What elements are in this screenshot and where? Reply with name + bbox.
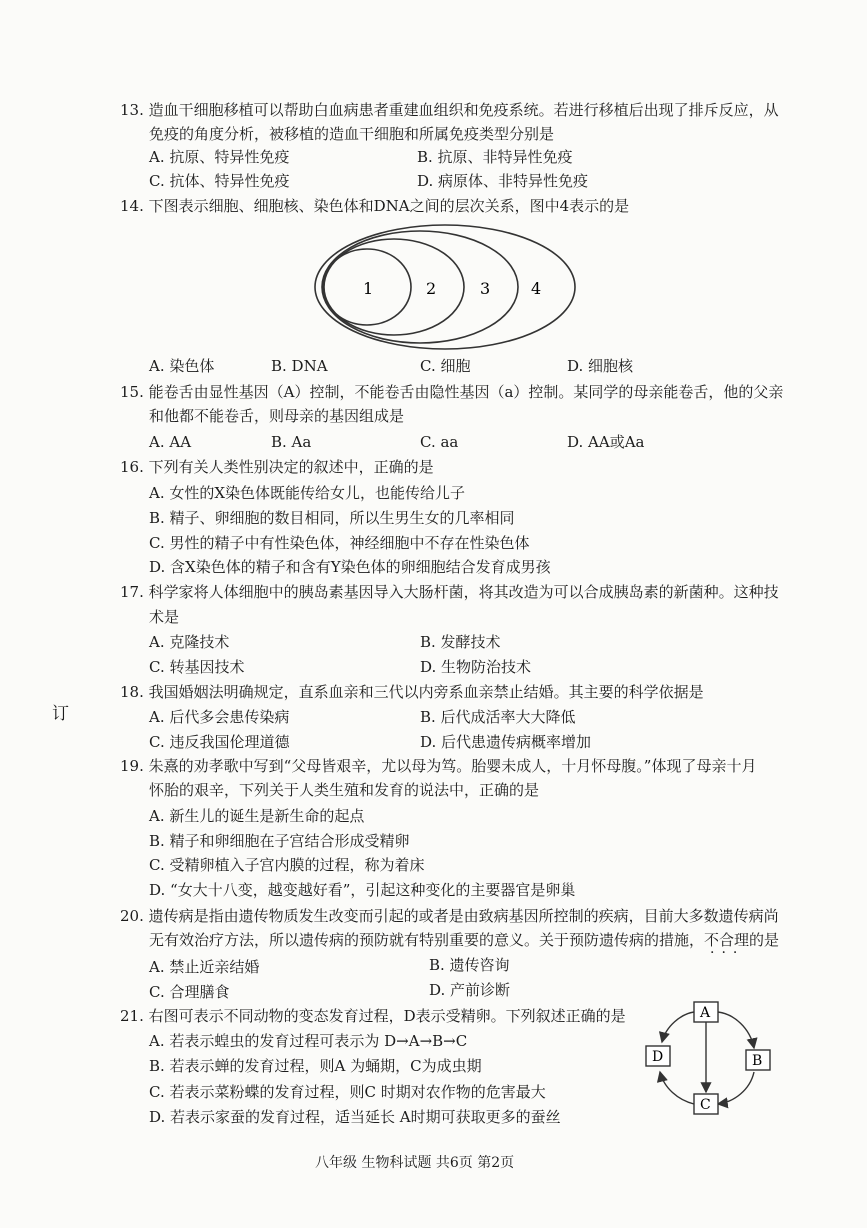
page-footer: 八年级 生物科试题 共6页 第2页 (315, 1155, 515, 1171)
q19-stem-line2: 怀胎的艰辛，下列关于人类生殖和发育的说法中，正确的是 (149, 781, 540, 799)
q19-stem-line1: 19. 朱熹的劝孝歌中写到“父母皆艰辛，尤以母为笃。胎婴未成人，十月怀母腹。”体现了母亲十月 (120, 757, 757, 775)
stage-label-d: D (652, 1049, 664, 1065)
q15-option-c: C. aa (420, 433, 459, 451)
q21-option-b: B. 若表示蝉的发育过程，则A 为蛹期，C为成虫期 (149, 1057, 482, 1075)
q20-option-b: B. 遗传咨询 (429, 956, 510, 974)
q16-stem-line1: 16. 下列有关人类性别决定的叙述中，正确的是 (120, 458, 434, 476)
q15-option-d: D. AA或Aa (567, 433, 645, 451)
arrow-d-to-a (662, 1012, 694, 1042)
q14-stem-line1: 14. 下图表示细胞、细胞核、染色体和DNA之间的层次关系，图中4表示的是 (120, 197, 630, 215)
stage-label-a: A (700, 1005, 711, 1021)
q13-stem-line1: 13. 造血干细胞移植可以帮助白血病患者重建血组织和免疫系统。若进行移植后出现了排斥反应，从 (120, 101, 779, 119)
arrow-b-to-c (718, 1072, 754, 1104)
q14-option-a: A. 染色体 (149, 357, 215, 375)
q17-option-d: D. 生物防治技术 (420, 658, 532, 676)
q17-stem-line2: 术是 (149, 608, 180, 626)
q17-option-a: A. 克隆技术 (149, 633, 230, 651)
q15-option-a: A. AA (149, 433, 192, 451)
q20-option-c: C. 合理膳食 (149, 983, 230, 1001)
q13-option-c: C. 抗体、特异性免疫 (149, 172, 290, 190)
q21-option-a: A. 若表示蝗虫的发育过程可表示为 D→A→B→C (149, 1032, 468, 1050)
q17-stem-line1: 17. 科学家将人体细胞中的胰岛素基因导入大肠杆菌，将其改造为可以合成胰岛素的新菌种。这种技 (120, 583, 779, 601)
q18-option-d: D. 后代患遗传病概率增加 (420, 733, 592, 751)
q16-option-a: A. 女性的X染色体既能传给女儿，也能传给儿子 (149, 484, 466, 502)
q17-option-c: C. 转基因技术 (149, 658, 245, 676)
ellipse-label-3: 3 (480, 279, 491, 298)
q13-option-a: A. 抗原、特异性免疫 (149, 148, 290, 166)
q14-option-d: D. 细胞核 (567, 357, 634, 375)
q21-option-d: D. 若表示家蚕的发育过程，适当延长 A时期可获取更多的蚕丝 (149, 1108, 561, 1126)
q15-stem-line2: 和他都不能卷舌，则母亲的基因组成是 (149, 407, 405, 425)
q20-stem-line1: 20. 遗传病是指由遗传物质发生改变而引起的或者是由致病基因所控制的疾病，目前大多数遗传病尚 (120, 907, 779, 925)
arrow-a-to-b (718, 1012, 754, 1048)
ellipse-label-1: 1 (363, 279, 374, 298)
arrow-c-to-d (660, 1072, 694, 1104)
q18-option-c: C. 违反我国伦理道德 (149, 733, 290, 751)
q20-option-d: D. 产前诊断 (429, 981, 511, 999)
q13-option-d: D. 病原体、非特异性免疫 (417, 172, 589, 190)
q14-option-b: B. DNA (271, 357, 328, 375)
emphasis-dots: ·​·​· (710, 945, 745, 961)
q20-stem-line2: 无有效治疗方法，所以遗传病的预防就有特别重要的意义。关于预防遗传病的措施，不合理的是 (149, 931, 780, 949)
nested-ellipses-diagram (310, 222, 580, 352)
q19-option-c: C. 受精卵植入子宫内膜的过程，称为着床 (149, 856, 425, 874)
ellipse-label-4: 4 (531, 279, 542, 298)
q15-option-b: B. Aa (271, 433, 312, 451)
q18-option-a: A. 后代多会患传染病 (149, 708, 290, 726)
development-cycle-diagram (636, 996, 776, 1121)
q17-option-b: B. 发酵技术 (420, 633, 501, 651)
binding-margin-mark: 订 (52, 704, 69, 724)
q16-option-b: B. 精子、卵细胞的数目相同，所以生男生女的几率相同 (149, 509, 515, 527)
q20-option-a: A. 禁止近亲结婚 (149, 958, 260, 976)
q19-option-a: A. 新生儿的诞生是新生命的起点 (149, 807, 365, 825)
q21-stem-line1: 21. 右图可表示不同动物的变态发育过程，D表示受精卵。下列叙述正确的是 (120, 1007, 626, 1025)
q13-option-b: B. 抗原、非特异性免疫 (417, 148, 573, 166)
q19-option-d: D. “女大十八变，越变越好看”，引起这种变化的主要器官是卵巢 (149, 881, 576, 899)
stage-label-c: C (700, 1097, 711, 1113)
q15-stem-line1: 15. 能卷舌由显性基因（A）控制，不能卷舌由隐性基因（a）控制。某同学的母亲能卷舌，他的父亲 (120, 383, 784, 401)
ellipse-label-2: 2 (426, 279, 437, 298)
stage-label-b: B (752, 1053, 763, 1069)
q14-option-c: C. 细胞 (420, 357, 471, 375)
q19-option-b: B. 精子和卵细胞在子宫结合形成受精卵 (149, 832, 410, 850)
q18-stem-line1: 18. 我国婚姻法明确规定，直系血亲和三代以内旁系血亲禁止结婚。其主要的科学依据是 (120, 683, 704, 701)
q13-stem-line2: 免疫的角度分析，被移植的造血干细胞和所属免疫类型分别是 (149, 125, 555, 143)
q16-option-d: D. 含X染色体的精子和含有Y染色体的卵细胞结合发育成男孩 (149, 558, 551, 576)
q16-option-c: C. 男性的精子中有性染色体，神经细胞中不存在性染色体 (149, 534, 530, 552)
q21-option-c: C. 若表示菜粉蝶的发育过程，则C 时期对农作物的危害最大 (149, 1083, 546, 1101)
q18-option-b: B. 后代成活率大大降低 (420, 708, 576, 726)
